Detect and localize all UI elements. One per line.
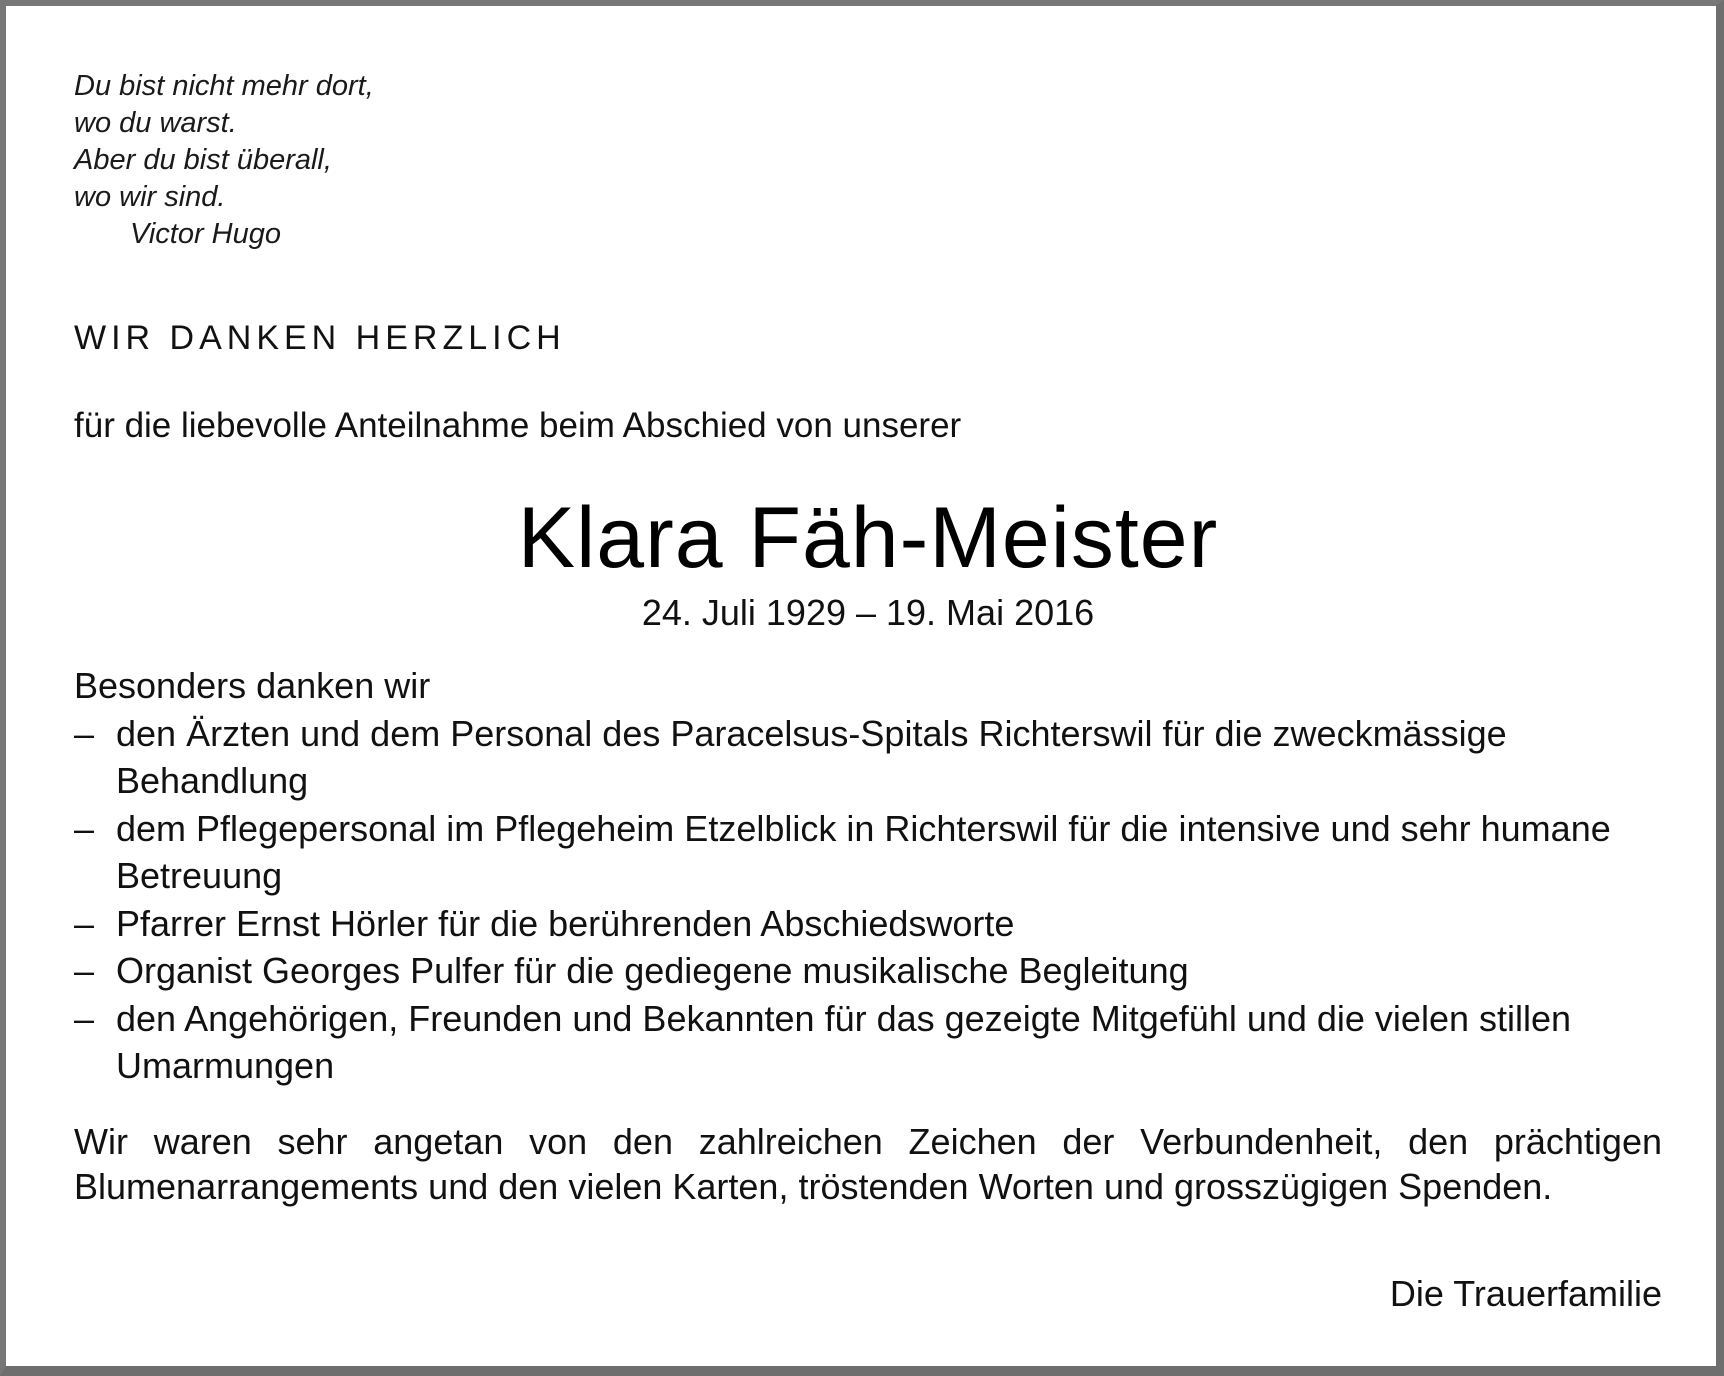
quote-line: wo wir sind. xyxy=(74,181,226,213)
quote-author: Victor Hugo xyxy=(130,218,281,250)
thanks-section xyxy=(74,662,1662,1090)
intro-text: für die liebevolle Anteilnahme beim Abschied von unserer xyxy=(74,406,962,445)
dash-bullet: – xyxy=(74,807,95,849)
notice-heading: WIR DANKEN HERZLICH xyxy=(74,319,566,357)
list-item xyxy=(74,710,1662,805)
thanks-item-text: den Ärzten und dem Personal des Paracelsus-Spitals Richterswil für die zweckmässige Behandlung xyxy=(116,712,1507,801)
list-item xyxy=(74,995,1662,1090)
thanks-lead: Besonders danken wir xyxy=(74,665,431,706)
signature: Die Trauerfamilie xyxy=(1389,1273,1662,1314)
thanks-item-text: Organist Georges Pulfer für die gediegene musikalische Begleitung xyxy=(116,950,1189,991)
deceased-name: Klara Fäh-Meister xyxy=(517,490,1219,586)
list-item xyxy=(74,900,1662,948)
quote-block xyxy=(74,68,374,253)
dash-bullet: – xyxy=(74,997,95,1039)
quote-line: Du bist nicht mehr dort, xyxy=(74,70,374,102)
thanks-list xyxy=(74,710,1662,1090)
dash-bullet: – xyxy=(74,950,95,991)
thanks-item-text: dem Pflegepersonal im Pflegeheim Etzelblick in Richterswil für die intensive und sehr humane Betreuung xyxy=(116,807,1611,896)
dash-bullet: – xyxy=(74,712,95,754)
quote-line: Aber du bist überall, xyxy=(74,144,332,176)
quote-line: wo du warst. xyxy=(74,107,237,139)
thanks-item-text: den Angehörigen, Freunden und Bekannten für das gezeigte Mitgefühl und die vielen stillen Umarmungen xyxy=(116,997,1572,1086)
list-item xyxy=(74,805,1662,900)
life-dates: 24. Juli 1929 – 19. Mai 2016 xyxy=(641,592,1095,633)
closing-paragraph: Wir waren sehr angetan von den zahlreichen Zeichen der Verbundenheit, den prächtigen Blumenarrangements und den vielen Karten, tröstenden Worten und grosszügigen Spenden. xyxy=(74,1121,1662,1207)
dash-bullet: – xyxy=(74,902,95,944)
thanks-item-text: Pfarrer Ernst Hörler für die berührenden Abschiedsworte xyxy=(116,902,1015,944)
list-item xyxy=(74,947,1662,995)
